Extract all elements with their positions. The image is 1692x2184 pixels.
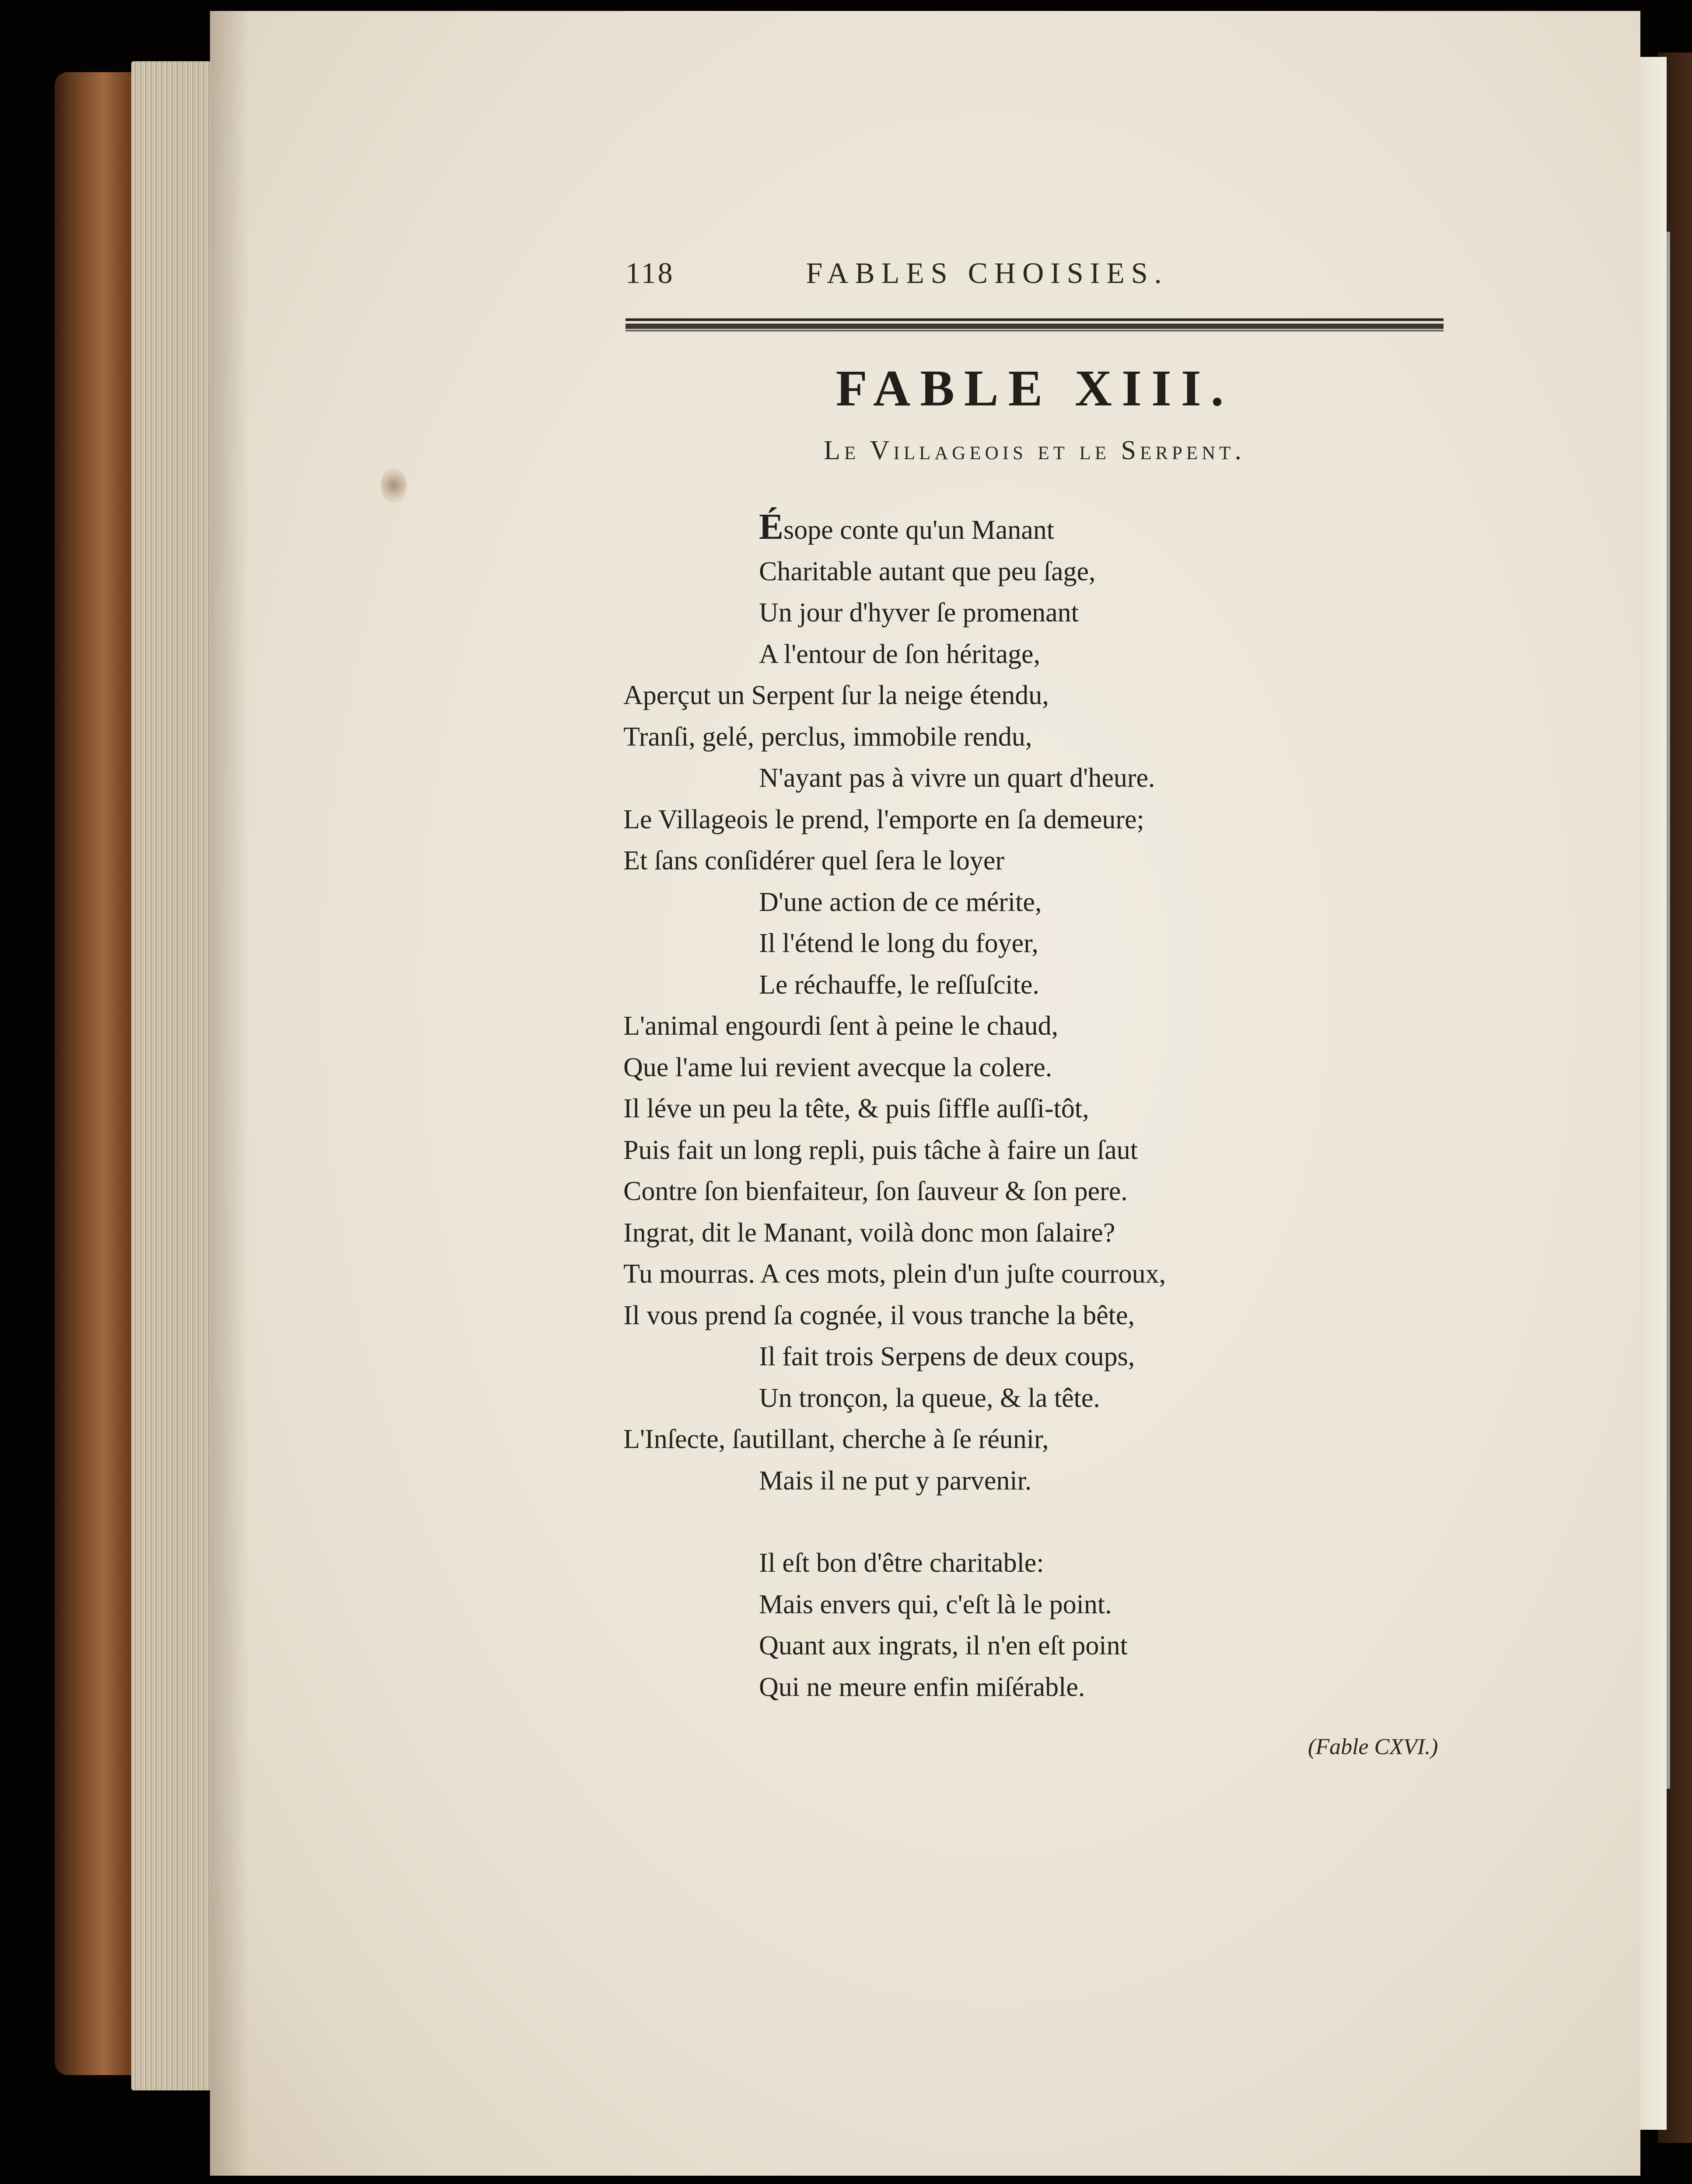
poem: [623, 506, 1166, 1708]
poem-line: Contre ſon bienfaiteur, ſon ſauveur & ſon pere.: [623, 1176, 1128, 1206]
poem-line: N'ayant pas à vivre un quart d'heure.: [759, 763, 1155, 793]
fable-title: FABLE XIII.: [836, 359, 1234, 417]
poem-line: Et ſans conſidérer quel ſera le loyer: [623, 846, 1005, 876]
poem-line: Le Villageois le prend, l'emporte en ſa demeure;: [623, 804, 1144, 834]
poem-line: Il vous prend ſa cognée, il vous tranche la bête,: [623, 1300, 1135, 1330]
poem-line: Un tronçon, la queue, & la tête.: [759, 1383, 1100, 1413]
facing-page-rule: [1667, 232, 1670, 1789]
poem-line: Ingrat, dit le Manant, voilà donc mon ſalaire?: [623, 1218, 1115, 1248]
moral-line: Mais envers qui, c'eſt là le point.: [759, 1589, 1112, 1619]
poem-line: Il fait trois Serpens de deux coups,: [759, 1342, 1135, 1371]
poem-line: L'Inſecte, ſautillant, cherche à ſe réunir,: [623, 1424, 1049, 1454]
poem-line: Il léve un peu la tête, & puis ſiffle auſſi-tôt,: [623, 1094, 1089, 1123]
poem-line: Puis fait un long repli, puis tâche à faire un ſaut: [623, 1135, 1138, 1165]
poem-line: Que l'ame lui revient avecque la colere.: [623, 1052, 1052, 1082]
poem-line: Tu mourras. A ces mots, plein d'un juſte courroux,: [623, 1259, 1166, 1289]
poem-line: Charitable autant que peu ſage,: [759, 556, 1096, 586]
foxing-stain: [381, 468, 407, 503]
moral-line: Quant aux ingrats, il n'en eſt point: [759, 1631, 1128, 1661]
gutter-shadow: [210, 11, 249, 2176]
poem-line: Il l'étend le long du foyer,: [759, 928, 1038, 958]
page-number: 118: [626, 256, 675, 290]
poem-line: L'animal engourdi ſent à peine le chaud,: [623, 1011, 1059, 1041]
moral-line: Il eſt bon d'être charitable:: [759, 1548, 1044, 1578]
poem-line: Tranſi, gelé, perclus, immobile rendu,: [623, 722, 1032, 752]
stanza-gap: [623, 1501, 1166, 1542]
page-edges: [131, 61, 223, 2090]
header-rule: [626, 318, 1444, 331]
moral-line: Qui ne meure enfin miſérable.: [759, 1672, 1085, 1702]
fable-reference: (Fable CXVI.): [1308, 1734, 1438, 1759]
poem-line: A l'entour de ſon héritage,: [759, 639, 1041, 669]
book-title: FABLES CHOISIES.: [806, 256, 1168, 290]
drop-cap: É: [759, 506, 784, 547]
running-head: [626, 256, 1168, 290]
poem-line: Mais il ne put y parvenir.: [759, 1465, 1032, 1496]
fable-subtitle: Le Villageois et le Serpent.: [824, 436, 1245, 465]
poem-line: Le réchauffe, le reſſuſcite.: [759, 970, 1039, 1000]
poem-line: Ésope conte qu'un Manant: [759, 506, 1055, 547]
poem-line: D'une action de ce mérite,: [759, 887, 1042, 917]
poem-line: Aperçut un Serpent ſur la neige étendu,: [623, 680, 1049, 710]
poem-line: Un jour d'hyver ſe promenant: [759, 598, 1079, 628]
